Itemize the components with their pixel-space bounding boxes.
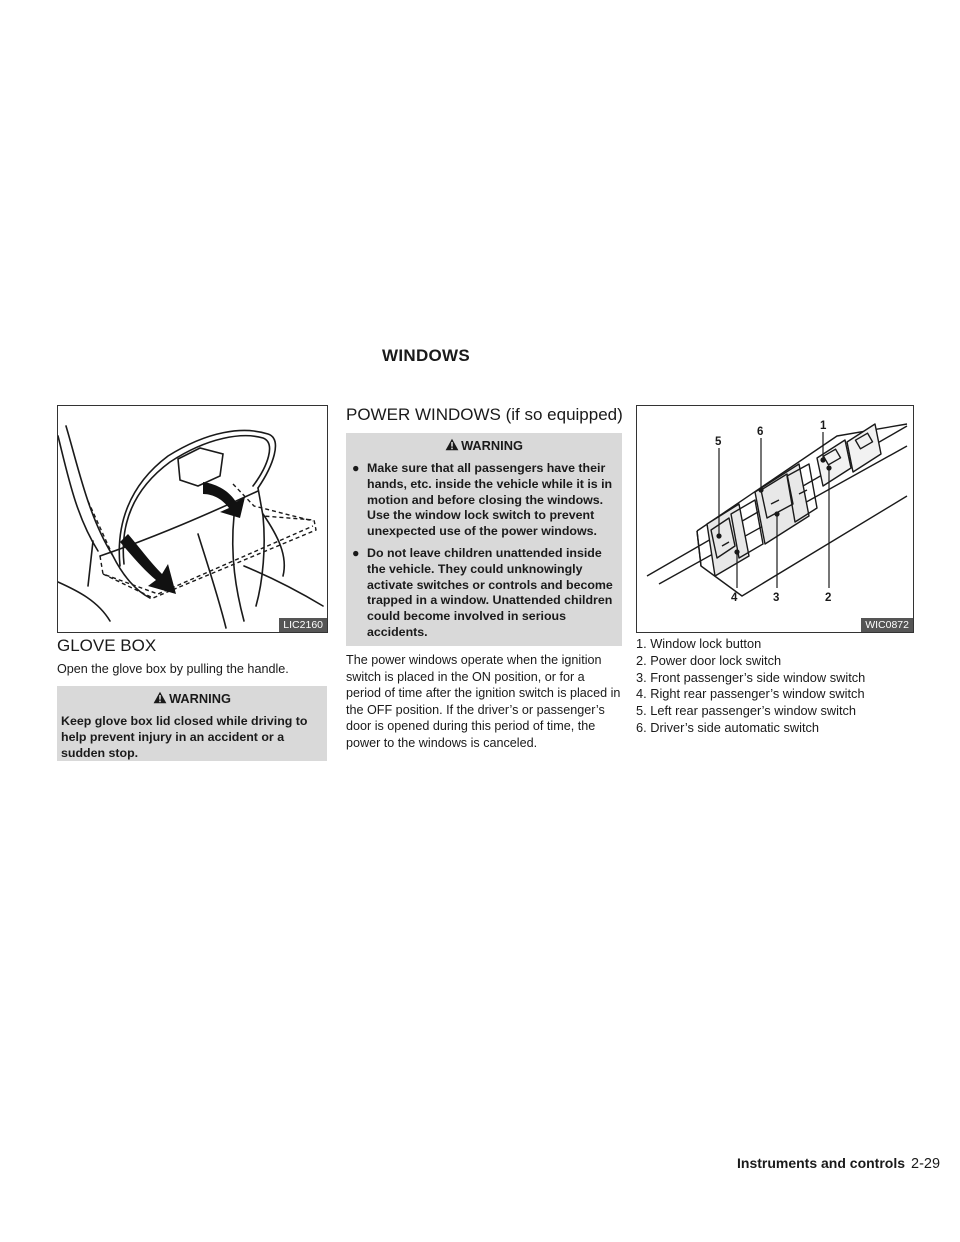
chapter-name: Instruments and controls — [737, 1155, 906, 1171]
callout-2: 2 — [825, 592, 832, 604]
switch-legend — [636, 636, 865, 737]
warning-text: Keep glove box lid closed while driving to help prevent injury in an accident or a sudden stop. — [61, 714, 308, 760]
page-footer — [737, 1155, 940, 1172]
warning-label: WARNING — [461, 438, 523, 453]
warning-bullet — [350, 461, 618, 540]
callout-4: 4 — [731, 592, 738, 604]
warning-header — [346, 438, 622, 453]
glove-box-illustration — [57, 405, 328, 633]
legend-item: 4. Right rear passenger’s window switch — [636, 686, 865, 702]
warning-bullet — [350, 546, 618, 641]
legend-item: 5. Left rear passenger’s window switch — [636, 703, 857, 719]
figure-code: LIC2160 — [279, 618, 327, 632]
bullet-symbol: ● — [352, 461, 360, 475]
glove-box-drawing — [58, 406, 327, 632]
page-number: 2-29 — [911, 1156, 941, 1172]
glove-box-warning — [57, 686, 327, 761]
callout-6: 6 — [757, 426, 764, 438]
section-title: WINDOWS — [382, 346, 471, 365]
power-windows-body: The power windows operate when the ignition switch is placed in the ON position, or for a period of time after the ignition switch is placed in the OFF position. If the driver’s or passenger’s door is opened during this period of time, the power to the windows is canceled. — [346, 653, 621, 750]
warning-triangle-icon — [153, 691, 167, 704]
warning-label: WARNING — [169, 691, 231, 706]
power-windows-warning — [346, 433, 622, 646]
warning-header — [57, 691, 327, 706]
bullet-text: Make sure that all passengers have their hands, etc. inside the vehicle while it is in motion and before closing the windows. Use the window lock switch to prevent unexpected use of the power windows. — [367, 461, 613, 539]
callout-5: 5 — [715, 436, 722, 448]
legend-item: 2. Power door lock switch — [636, 652, 782, 668]
glove-box-body: Open the glove box by pulling the handle. — [57, 662, 289, 676]
warning-bullets — [346, 461, 622, 641]
legend-item: 3. Front passenger’s side window switch — [636, 669, 866, 685]
window-switch-illustration — [636, 405, 914, 633]
warning-triangle-icon — [445, 438, 459, 451]
figure-code: WIC0872 — [861, 618, 913, 632]
callout-1: 1 — [820, 420, 827, 432]
callout-3: 3 — [773, 592, 780, 604]
bullet-symbol: ● — [352, 545, 360, 560]
legend-item: 1. Window lock button — [636, 636, 762, 651]
legend-item: 6. Driver’s side automatic switch — [636, 719, 820, 735]
glove-box-heading: GLOVE BOX — [57, 636, 157, 655]
bullet-text: Do not leave children unattended inside the vehicle. They could unknowingly activate switches or controls and become trapped in a window. Unattended children could become involved in serious accidents. — [367, 545, 613, 639]
window-switch-drawing — [637, 406, 913, 632]
power-windows-heading: POWER WINDOWS (if so equipped) — [346, 405, 623, 424]
